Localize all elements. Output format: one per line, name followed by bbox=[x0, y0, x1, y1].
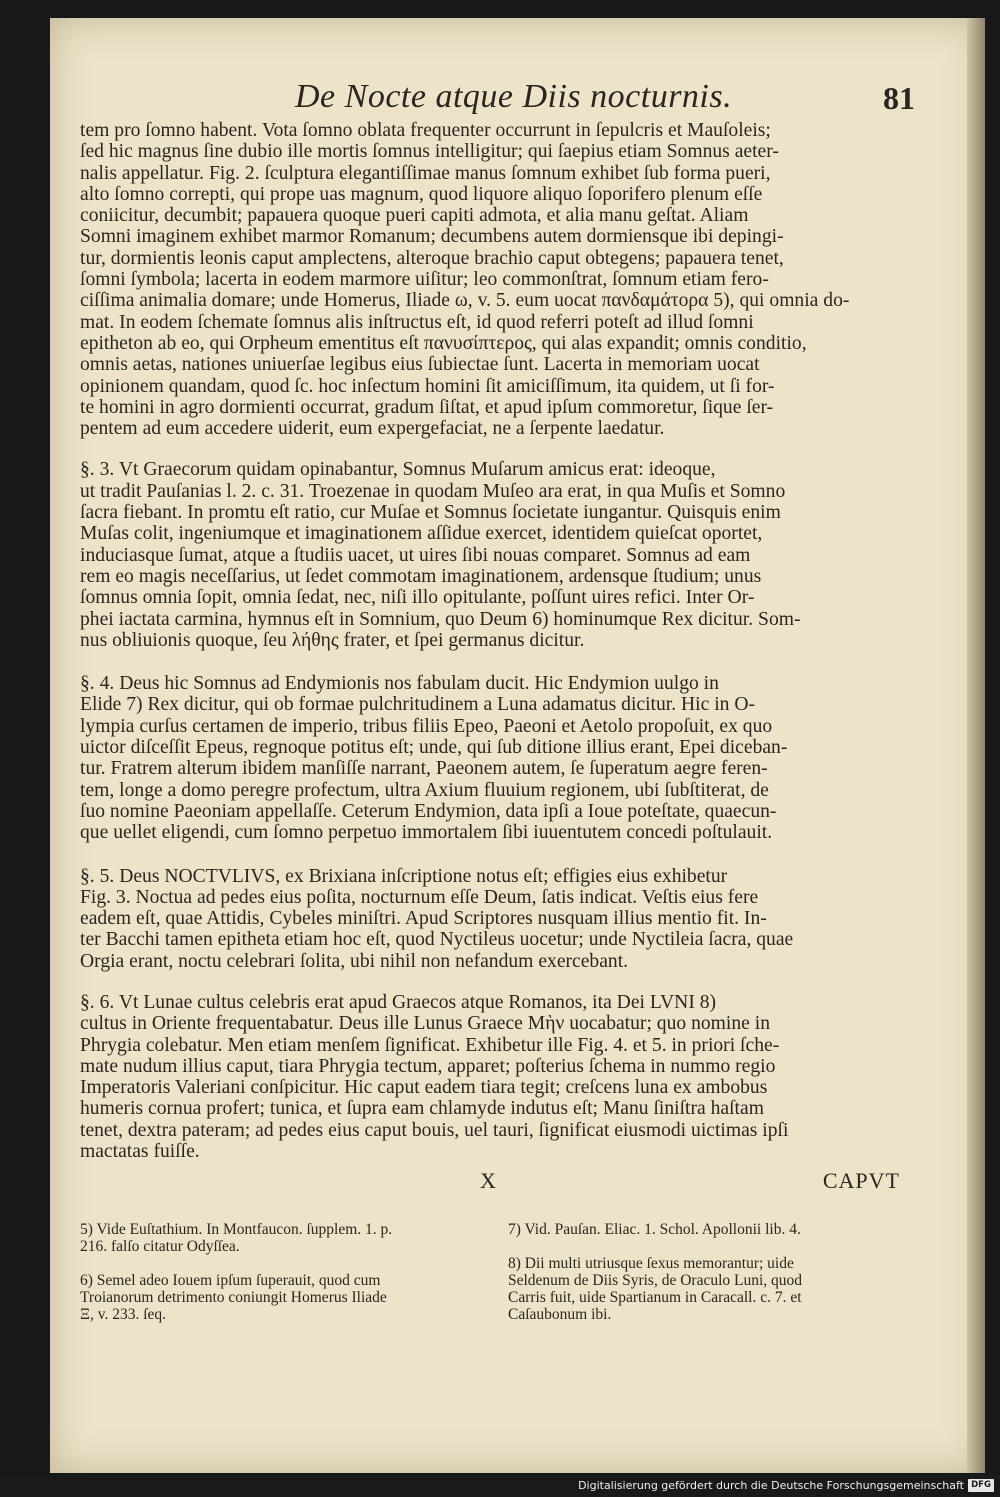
footnote: 7) Vid. Pauſan. Eliac. 1. Schol. Apollonii lib. 4. bbox=[508, 1221, 801, 1238]
credit-bar bbox=[0, 1475, 1000, 1497]
funding-credit: Digitalisierung gefördert durch die Deutsche Forschungsgemeinschaft bbox=[578, 1479, 964, 1492]
page-number: 81 bbox=[883, 80, 915, 116]
page-edge bbox=[967, 18, 985, 1473]
signature-mark: X bbox=[480, 1168, 496, 1193]
catchword: CAPVT bbox=[822, 1168, 900, 1193]
paragraph: §. 3. Vt Graecorum quidam opinabantur, Somnus Muſarum amicus erat: ideoque, ut tradit Pauſanias l. 2. c. 31. Troezenae in quodam Muſeo ara erat, in qua Muſis et Somno ſacra fiebant. In promtu eſt ratio, cur Muſae et Somnus ſocietate iungantur. Quisquis enim Muſas colit, ingeniumque et imaginationem aſſidue exercet, identidem quieſcat oportet, induciasque ſumat, atque a ſtudiis uacet, ut uires ſibi nouas comparet. Somnus ad eam rem eo magis neceſſarius, ut ſedet commotam imaginationem, ardensque ſtudium; unus ſomnus omnia ſopit, omnia ſedat, nec, niſi illo opitulante, poſſunt uires refici. Inter Or- phei iactata carmina, hymnus eſt in Somnium, quo Deum 6) hominumque Rex dicitur. Som- nus obliuionis quoque, ſeu λήθης frater, et ſpei germanus dicitur. bbox=[80, 459, 801, 651]
footnote-column-left bbox=[80, 1204, 465, 1340]
footnote: 6) Semel adeo Iouem ipſum ſuperauit, quod cum Troianorum detrimento coniungit Homerus Iliade Ξ, v. 233. ſeq. bbox=[80, 1272, 387, 1323]
footnote-column-right bbox=[508, 1204, 893, 1340]
running-title: De Nocte atque Diis nocturnis. bbox=[295, 78, 733, 115]
footnote: 5) Vide Euſtathium. In Montfaucon. ſupplem. 1. p. 216. falſo citatur Odyſſea. bbox=[80, 1221, 393, 1255]
paragraph: tem pro ſomno habent. Vota ſomno oblata frequenter occurrunt in ſepulcris et Mauſoleis; ſed hic magnus ſine dubio ille mortis ſomnus intelligitur; qui ſaepius etiam Somnus aeter- nalis appellatur. Fig. 2. ſculptura elegantiſſimae manus ſomnum exhibet ſub forma pueri, alto ſomno correpti, qui prope uas magnum, quod liquore aliquo ſoporifero plenum eſſe coniicitur, decumbit; papauera quoque pueri capiti admota, et alia manu geſtat. Aliam Somni imaginem exhibet marmor Romanum; decumbens autem dormiensque ibi depingi- tur, dormientis leonis caput amplectens, alteroque brachio caput obtegens; papauera tenet, ſomni ſymbola; lacerta in eodem marmore uiſitur; leo commonſtrat, ſomnum etiam fero- ciſſima animalia domare; unde Homerus, Iliade ω, v. 5. eum uocat πανδαμάτορα 5), qui omnia do- mat. In eodem ſchemate ſomnus alis inſtructus eſt, id quod referri poteſt ad illud ſomni epitheton ab eo, qui Orpheum ementitus eſt πανυσίπτερος, qui alas expandit; omnis conditio, omnis aetas, nationes uniuerſae legibus eius ſubiectae ſunt. Lacerta in memoriam uocat opinionem quandam, quod ſc. hoc inſectum homini ſit amiciſſimum, ita quidem, ut ſi for- te homini in agro dormienti occurrat, gradum ſiſtat, et apud ipſum commoretur, ſique ſer- pentem ad eum accedere uiderit, eum expergefaciat, ne a ſerpente laedatur. bbox=[80, 120, 850, 440]
main-text bbox=[80, 120, 892, 1162]
dfg-logo-icon: DFG bbox=[968, 1479, 994, 1492]
paragraph: §. 5. Deus NOCTVLIVS, ex Brixiana inſcriptione notus eſt; effigies eius exhibetur Fig. 3. Noctua ad pedes eius poſita, nocturnum eſſe Deum, ſatis indicat. Veſtis eius fere eadem eſt, quae Attidis, Cybeles miniſtri. Apud Scriptores nusquam illius mentio fit. In- ter Bacchi tamen epitheta etiam hoc eſt, quod Nyctileus uocetur; unde Nyctileia ſacra, quae Orgia erant, noctu celebrari ſolita, ubi nihil non nefandum exercebant. bbox=[80, 865, 794, 972]
footnote: 8) Dii multi utriusque ſexus memorantur; uide Seldenum de Diis Syris, de Oraculo Luni, quod Carris fuit, uide Spartianum in Caracall. c. 7. et Caſaubonum ibi. bbox=[508, 1255, 803, 1323]
paragraph: §. 6. Vt Lunae cultus celebris erat apud Graecos atque Romanos, ita Dei LVNI 8) cultus in Oriente frequentabatur. Deus ille Lunus Graece Μὴν uocabatur; quo nomine in Phrygia colebatur. Men etiam menſem ſignificat. Exhibetur ille Fig. 4. et 5. in priori ſche- mate nudum illius caput, tiara Phrygia tectum, apparet; poſterius ſchema in nummo regio Imperatoris Valeriani conſpicitur. Hic caput eadem tiara tegit; creſcens luna ex ambobus humeris cornua profert; tunica, et ſupra eam chlamyde indutus eſt; Manu ſiniſtra haſtam tenet, dextra pateram; ad pedes eius caput bouis, uel tauri, ſignificat eiusmodi uictimas ipſi mactatas fuiſſe. bbox=[80, 991, 789, 1163]
catchword-line bbox=[480, 1168, 900, 1198]
paragraph: §. 4. Deus hic Somnus ad Endymionis nos fabulam ducit. Hic Endymion uulgo in Elide 7) Rex dicitur, qui ob formae pulchritudinem a Luna adamatus dicitur. Hic in O- lympia curſus certamen de imperio, tribus filiis Epeo, Paeoni et Aetolo propoſuit, ex quo uictor diſceſſit Epeus, regnoque potitus eſt; unde, qui ſub ditione illius erant, Epei diceban- tur. Fratrem alterum ibidem manſiſſe narrant, Paeonem autem, ſe ſuperatum aegre feren- tem, longe a domo peregre profectum, ultra Axium fluuium regionem, ubi ſubſtiterat, de ſuo nomine Paeoniam appellaſſe. Ceterum Endymion, data ipſi a Ioue poteſtate, quaecun- que uellet eligendi, cum ſomno perpetuo immortalem ſibi iuuentutem concedi poſtulauit. bbox=[80, 673, 788, 844]
book-page bbox=[50, 18, 985, 1473]
